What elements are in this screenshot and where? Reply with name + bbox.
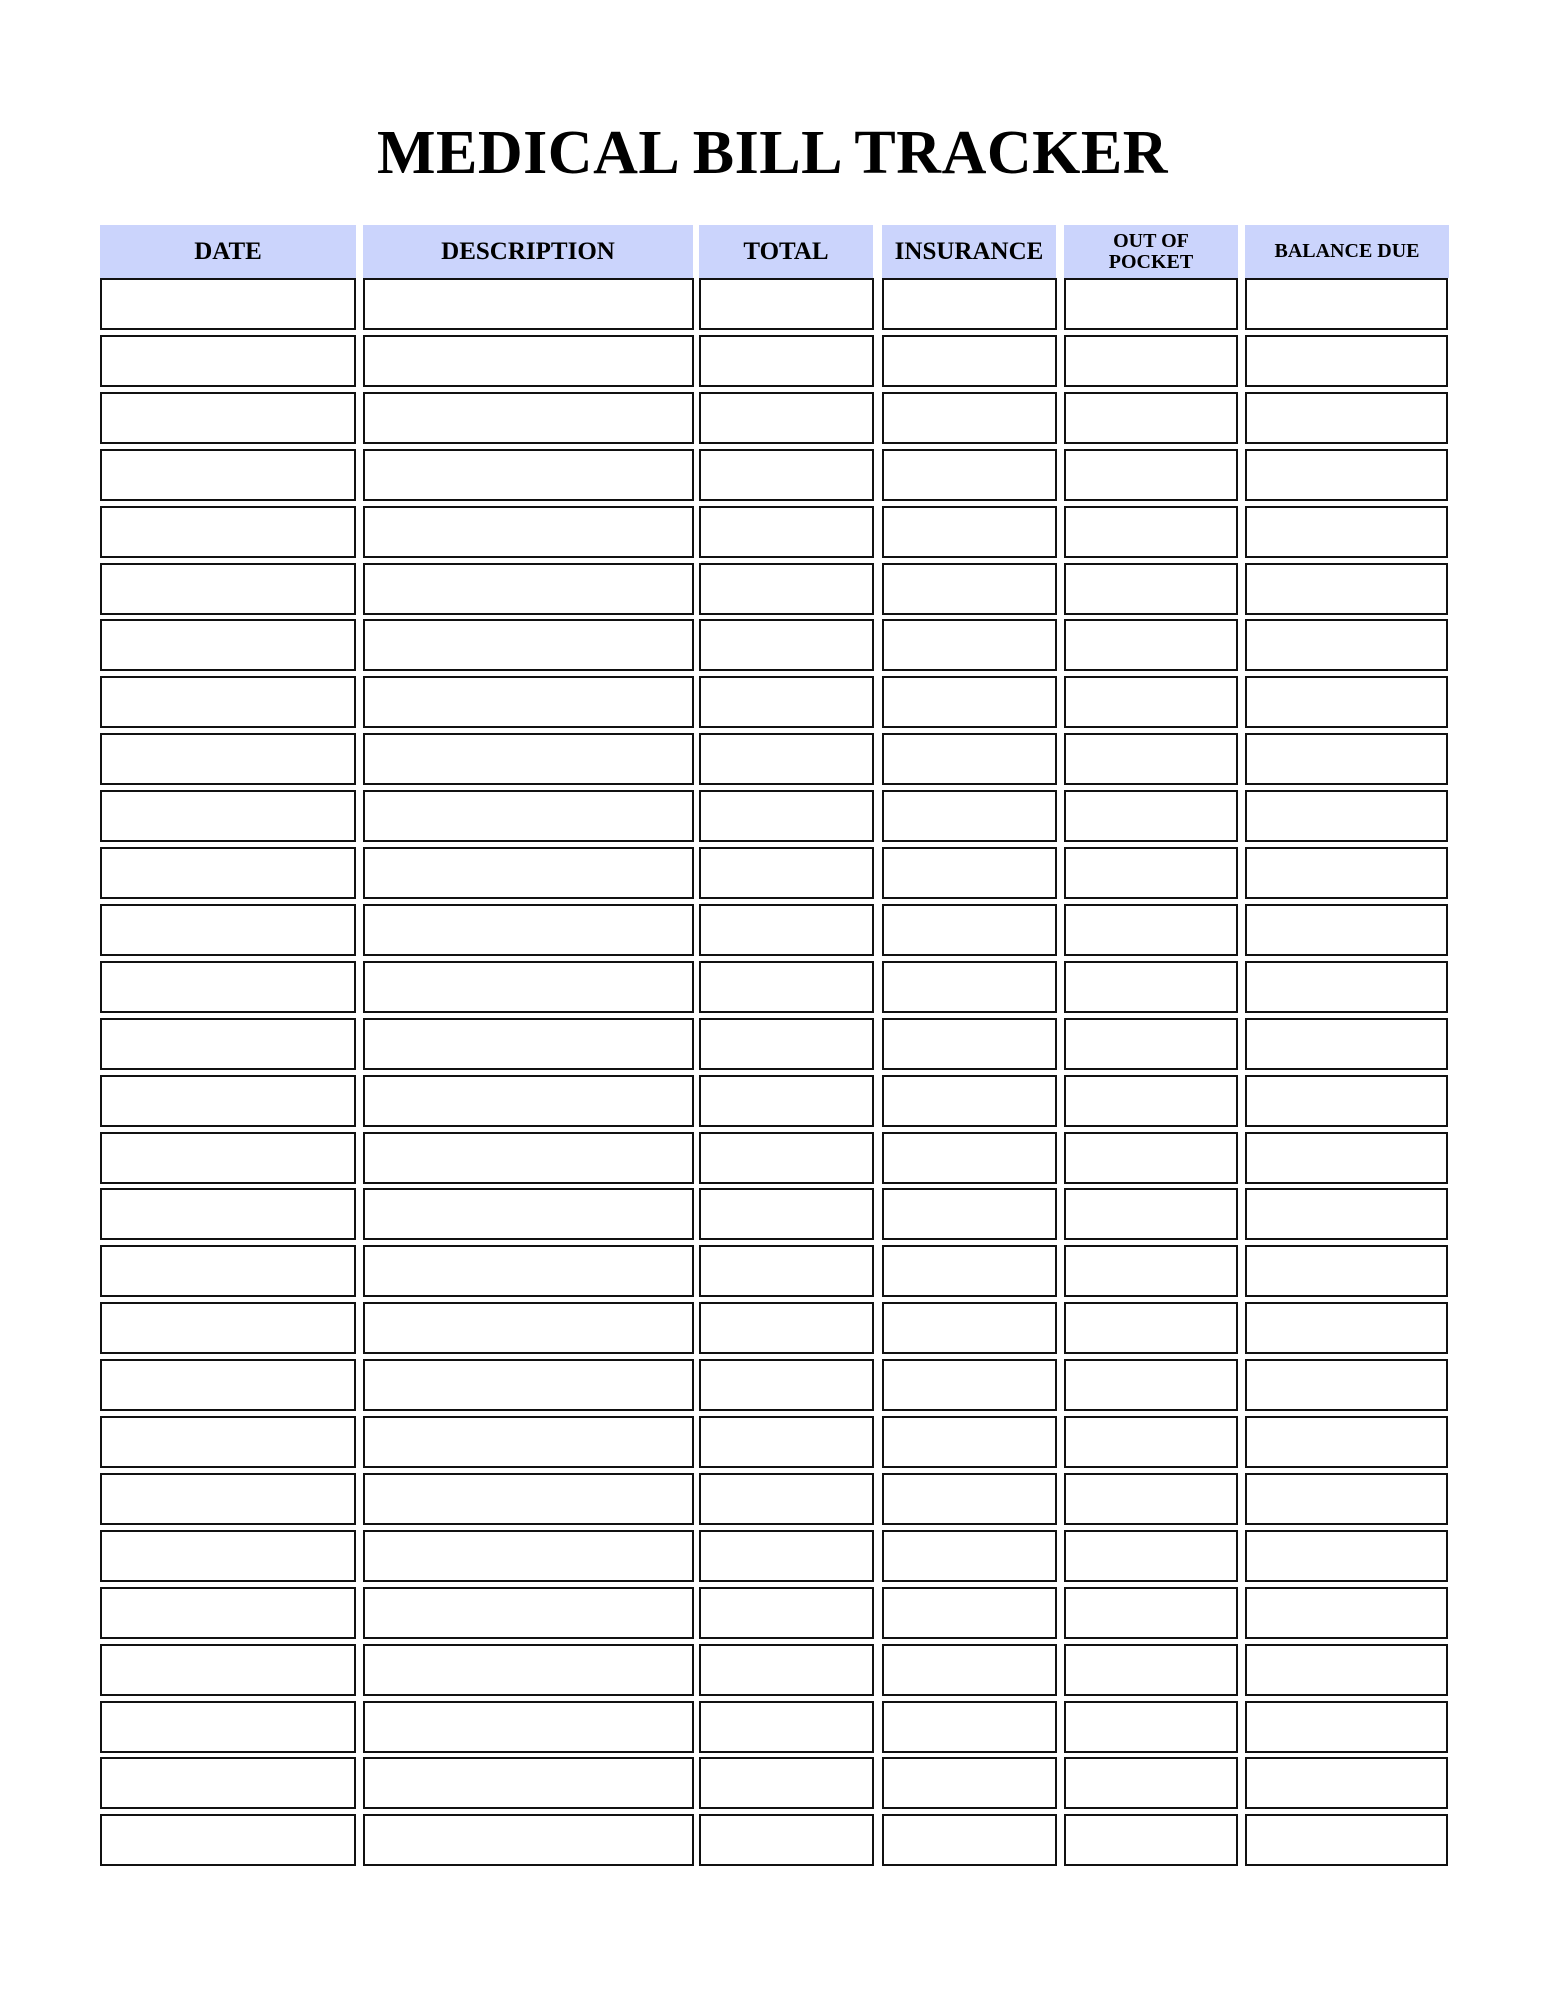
cell-insurance[interactable] — [882, 335, 1057, 387]
cell-balance-due[interactable] — [1245, 1701, 1448, 1753]
cell-insurance[interactable] — [882, 1530, 1057, 1582]
header-out-of-pocket: OUT OF POCKET — [1064, 225, 1238, 278]
cell-total[interactable] — [699, 1359, 874, 1411]
cell-balance-due[interactable] — [1245, 619, 1448, 671]
cell-total[interactable] — [699, 847, 874, 899]
cell-insurance[interactable] — [882, 392, 1057, 444]
cell-description[interactable] — [363, 563, 694, 615]
cell-out-of-pocket[interactable] — [1064, 1245, 1238, 1297]
cell-total[interactable] — [699, 1644, 874, 1696]
header-date: DATE — [100, 225, 356, 278]
cell-total[interactable] — [699, 1587, 874, 1639]
cell-balance-due[interactable] — [1245, 961, 1448, 1013]
cell-total[interactable] — [699, 961, 874, 1013]
cell-description[interactable] — [363, 1075, 694, 1127]
cell-date[interactable] — [100, 1814, 356, 1866]
cell-balance-due[interactable] — [1245, 335, 1448, 387]
cell-balance-due[interactable] — [1245, 506, 1448, 558]
cell-insurance[interactable] — [882, 1416, 1057, 1468]
cell-balance-due[interactable] — [1245, 1188, 1448, 1240]
cell-date[interactable] — [100, 847, 356, 899]
cell-total[interactable] — [699, 733, 874, 785]
cell-out-of-pocket[interactable] — [1064, 733, 1238, 785]
cell-description[interactable] — [363, 335, 694, 387]
cell-insurance[interactable] — [882, 1359, 1057, 1411]
cell-total[interactable] — [699, 1075, 874, 1127]
cell-description[interactable] — [363, 1416, 694, 1468]
cell-date[interactable] — [100, 1132, 356, 1184]
cell-balance-due[interactable] — [1245, 392, 1448, 444]
cell-total[interactable] — [699, 278, 874, 330]
cell-insurance[interactable] — [882, 1757, 1057, 1809]
cell-date[interactable] — [100, 1302, 356, 1354]
cell-insurance[interactable] — [882, 278, 1057, 330]
cell-total[interactable] — [699, 1132, 874, 1184]
cell-description[interactable] — [363, 961, 694, 1013]
cell-out-of-pocket[interactable] — [1064, 847, 1238, 899]
cell-description[interactable] — [363, 676, 694, 728]
cell-date[interactable] — [100, 961, 356, 1013]
cell-total[interactable] — [699, 563, 874, 615]
cell-description[interactable] — [363, 1473, 694, 1525]
cell-out-of-pocket[interactable] — [1064, 1018, 1238, 1070]
cell-out-of-pocket[interactable] — [1064, 506, 1238, 558]
cell-insurance[interactable] — [882, 1132, 1057, 1184]
cell-out-of-pocket[interactable] — [1064, 335, 1238, 387]
cell-description[interactable] — [363, 1188, 694, 1240]
cell-insurance[interactable] — [882, 506, 1057, 558]
cell-description[interactable] — [363, 449, 694, 501]
cell-insurance[interactable] — [882, 676, 1057, 728]
cell-insurance[interactable] — [882, 790, 1057, 842]
cell-description[interactable] — [363, 1359, 694, 1411]
cell-out-of-pocket[interactable] — [1064, 1530, 1238, 1582]
cell-description[interactable] — [363, 733, 694, 785]
cell-total[interactable] — [699, 1245, 874, 1297]
cell-out-of-pocket[interactable] — [1064, 278, 1238, 330]
cell-description[interactable] — [363, 1018, 694, 1070]
cell-date[interactable] — [100, 1245, 356, 1297]
cell-date[interactable] — [100, 1188, 356, 1240]
cell-date[interactable] — [100, 1587, 356, 1639]
cell-balance-due[interactable] — [1245, 1018, 1448, 1070]
cell-insurance[interactable] — [882, 733, 1057, 785]
cell-date[interactable] — [100, 278, 356, 330]
cell-description[interactable] — [363, 1530, 694, 1582]
cell-date[interactable] — [100, 1075, 356, 1127]
cell-description[interactable] — [363, 1245, 694, 1297]
cell-insurance[interactable] — [882, 1814, 1057, 1866]
cell-description[interactable] — [363, 1814, 694, 1866]
cell-out-of-pocket[interactable] — [1064, 619, 1238, 671]
cell-out-of-pocket[interactable] — [1064, 790, 1238, 842]
cell-insurance[interactable] — [882, 847, 1057, 899]
cell-description[interactable] — [363, 278, 694, 330]
header-insurance: INSURANCE — [882, 225, 1056, 278]
cell-description[interactable] — [363, 904, 694, 956]
cell-date[interactable] — [100, 676, 356, 728]
cell-balance-due[interactable] — [1245, 1075, 1448, 1127]
cell-insurance[interactable] — [882, 1302, 1057, 1354]
cell-balance-due[interactable] — [1245, 563, 1448, 615]
cell-total[interactable] — [699, 676, 874, 728]
cell-insurance[interactable] — [882, 1644, 1057, 1696]
cell-out-of-pocket[interactable] — [1064, 1132, 1238, 1184]
cell-insurance[interactable] — [882, 1701, 1057, 1753]
header-balance-due: BALANCE DUE — [1245, 225, 1449, 278]
cell-description[interactable] — [363, 790, 694, 842]
cell-date[interactable] — [100, 1530, 356, 1582]
cell-out-of-pocket[interactable] — [1064, 961, 1238, 1013]
cell-out-of-pocket[interactable] — [1064, 904, 1238, 956]
cell-description[interactable] — [363, 1302, 694, 1354]
cell-balance-due[interactable] — [1245, 1359, 1448, 1411]
cell-out-of-pocket[interactable] — [1064, 1644, 1238, 1696]
cell-description[interactable] — [363, 847, 694, 899]
cell-total[interactable] — [699, 506, 874, 558]
cell-out-of-pocket[interactable] — [1064, 563, 1238, 615]
cell-description[interactable] — [363, 1644, 694, 1696]
cell-out-of-pocket[interactable] — [1064, 1359, 1238, 1411]
cell-balance-due[interactable] — [1245, 278, 1448, 330]
header-description: DESCRIPTION — [363, 225, 693, 278]
cell-balance-due[interactable] — [1245, 904, 1448, 956]
cell-insurance[interactable] — [882, 449, 1057, 501]
cell-balance-due[interactable] — [1245, 1245, 1448, 1297]
cell-date[interactable] — [100, 904, 356, 956]
cell-out-of-pocket[interactable] — [1064, 1473, 1238, 1525]
cell-total[interactable] — [699, 619, 874, 671]
cell-total[interactable] — [699, 335, 874, 387]
cell-description[interactable] — [363, 1587, 694, 1639]
cell-insurance[interactable] — [882, 904, 1057, 956]
cell-date[interactable] — [100, 1701, 356, 1753]
cell-insurance[interactable] — [882, 1075, 1057, 1127]
cell-out-of-pocket[interactable] — [1064, 1587, 1238, 1639]
cell-out-of-pocket[interactable] — [1064, 1701, 1238, 1753]
cell-balance-due[interactable] — [1245, 847, 1448, 899]
cell-date[interactable] — [100, 335, 356, 387]
cell-date[interactable] — [100, 1757, 356, 1809]
cell-date[interactable] — [100, 1644, 356, 1696]
cell-description[interactable] — [363, 1757, 694, 1809]
cell-balance-due[interactable] — [1245, 1473, 1448, 1525]
cell-total[interactable] — [699, 1302, 874, 1354]
cell-date[interactable] — [100, 619, 356, 671]
cell-out-of-pocket[interactable] — [1064, 449, 1238, 501]
cell-insurance[interactable] — [882, 961, 1057, 1013]
cell-insurance[interactable] — [882, 1245, 1057, 1297]
cell-date[interactable] — [100, 1473, 356, 1525]
cell-out-of-pocket[interactable] — [1064, 1302, 1238, 1354]
cell-out-of-pocket[interactable] — [1064, 392, 1238, 444]
cell-description[interactable] — [363, 392, 694, 444]
cell-total[interactable] — [699, 1018, 874, 1070]
cell-balance-due[interactable] — [1245, 1757, 1448, 1809]
cell-date[interactable] — [100, 733, 356, 785]
cell-total[interactable] — [699, 1473, 874, 1525]
cell-description[interactable] — [363, 1701, 694, 1753]
cell-balance-due[interactable] — [1245, 1132, 1448, 1184]
page-title: MEDICAL BILL TRACKER — [377, 119, 1168, 187]
cell-balance-due[interactable] — [1245, 1644, 1448, 1696]
cell-out-of-pocket[interactable] — [1064, 1075, 1238, 1127]
cell-date[interactable] — [100, 506, 356, 558]
cell-insurance[interactable] — [882, 1473, 1057, 1525]
cell-insurance[interactable] — [882, 1587, 1057, 1639]
cell-balance-due[interactable] — [1245, 1416, 1448, 1468]
cell-insurance[interactable] — [882, 619, 1057, 671]
cell-date[interactable] — [100, 563, 356, 615]
cell-description[interactable] — [363, 506, 694, 558]
cell-date[interactable] — [100, 392, 356, 444]
cell-total[interactable] — [699, 449, 874, 501]
cell-insurance[interactable] — [882, 563, 1057, 615]
cell-total[interactable] — [699, 1416, 874, 1468]
cell-date[interactable] — [100, 449, 356, 501]
cell-balance-due[interactable] — [1245, 449, 1448, 501]
cell-date[interactable] — [100, 1018, 356, 1070]
cell-balance-due[interactable] — [1245, 1530, 1448, 1582]
cell-total[interactable] — [699, 1188, 874, 1240]
cell-out-of-pocket[interactable] — [1064, 1188, 1238, 1240]
cell-balance-due[interactable] — [1245, 1302, 1448, 1354]
cell-insurance[interactable] — [882, 1188, 1057, 1240]
cell-total[interactable] — [699, 1530, 874, 1582]
header-total: TOTAL — [699, 225, 873, 278]
cell-balance-due[interactable] — [1245, 790, 1448, 842]
cell-total[interactable] — [699, 1701, 874, 1753]
cell-total[interactable] — [699, 790, 874, 842]
cell-date[interactable] — [100, 790, 356, 842]
cell-balance-due[interactable] — [1245, 1814, 1448, 1866]
cell-total[interactable] — [699, 392, 874, 444]
cell-total[interactable] — [699, 1757, 874, 1809]
cell-total[interactable] — [699, 904, 874, 956]
cell-out-of-pocket[interactable] — [1064, 676, 1238, 728]
cell-out-of-pocket[interactable] — [1064, 1814, 1238, 1866]
cell-balance-due[interactable] — [1245, 676, 1448, 728]
cell-balance-due[interactable] — [1245, 1587, 1448, 1639]
cell-date[interactable] — [100, 1359, 356, 1411]
cell-balance-due[interactable] — [1245, 733, 1448, 785]
cell-out-of-pocket[interactable] — [1064, 1416, 1238, 1468]
cell-total[interactable] — [699, 1814, 874, 1866]
cell-insurance[interactable] — [882, 1018, 1057, 1070]
cell-out-of-pocket[interactable] — [1064, 1757, 1238, 1809]
cell-description[interactable] — [363, 619, 694, 671]
cell-description[interactable] — [363, 1132, 694, 1184]
cell-date[interactable] — [100, 1416, 356, 1468]
